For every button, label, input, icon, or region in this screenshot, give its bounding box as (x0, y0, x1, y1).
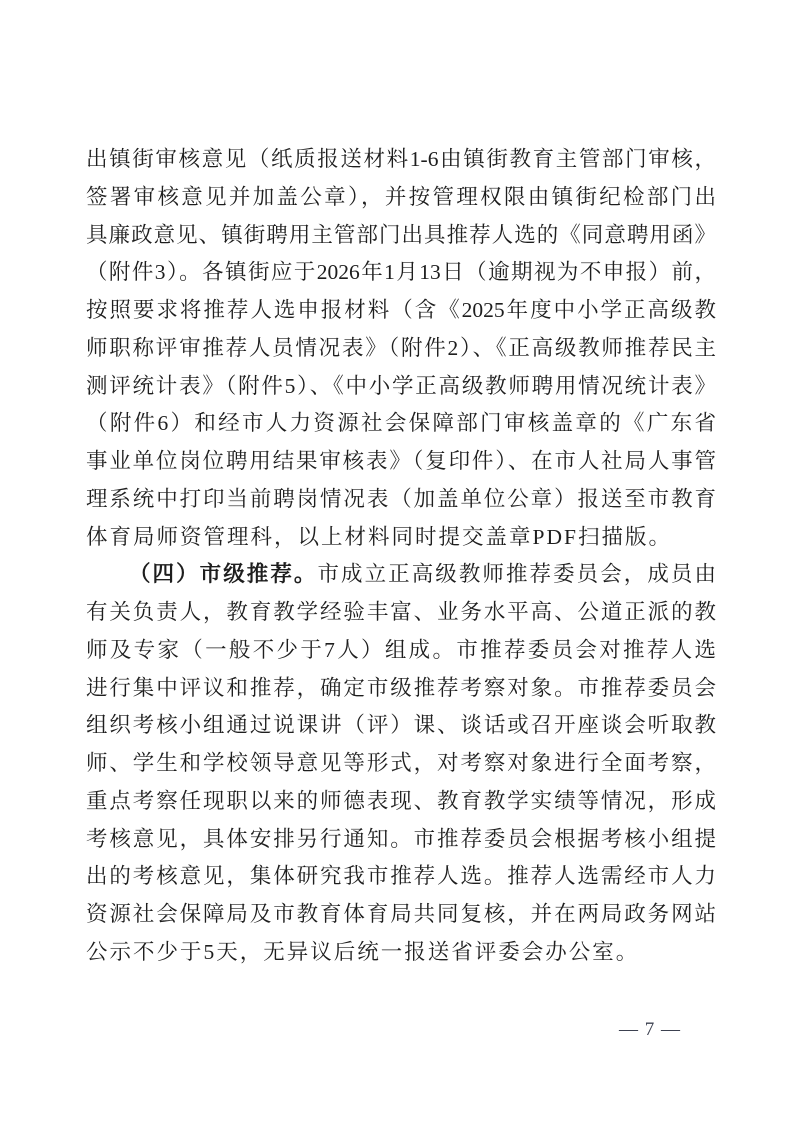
line-text: （附件6）和经市人力资源社会保障部门审核盖章的《广东省 (86, 411, 716, 436)
line-text: 理系统中打印当前聘岗情况表（加盖单位公章）报送至市教育 (86, 486, 716, 511)
document-line (86, 292, 716, 330)
line-text: 师职称评审推荐人员情况表》（附件2）、《正高级教师推荐民主 (86, 335, 716, 360)
line-text: 具廉政意见、镇街聘用主管部门出具推荐人选的《同意聘用函》 (86, 222, 716, 247)
document-line (86, 254, 716, 292)
text-block (86, 141, 716, 972)
line-text: 重点考察任现职以来的师德表现、教育教学实绩等情况，形成 (86, 788, 716, 813)
document-line (86, 443, 716, 481)
line-text: 按照要求将推荐人选申报材料（含《2025年度中小学正高级教 (86, 298, 716, 322)
line-text: 出镇街审核意见（纸质报送材料1-6由镇街教育主管部门审核， (86, 147, 716, 171)
line-text: 师及专家（一般不少于7人）组成。市推荐委员会对推荐人选 (86, 637, 716, 662)
line-text: 体育局师资管理科，以上材料同时提交盖章PDF扫描版。 (86, 524, 672, 549)
line-text: 资源社会保障局及市教育体育局共同复核，并在两局政务网站 (86, 902, 716, 926)
document-line (86, 594, 716, 632)
page-number: — 7 — (619, 1019, 681, 1040)
line-text: 组织考核小组通过说课讲（评）课、谈话或召开座谈会听取教 (86, 713, 716, 738)
document-line (86, 519, 716, 557)
document-line (86, 934, 716, 972)
document-line (86, 896, 716, 934)
line-text: 事业单位岗位聘用结果审核表》（复印件）、在市人社局人事管 (86, 449, 716, 473)
line-text: 师、学生和学校领导意见等形式，对考察对象进行全面考察， (86, 751, 716, 775)
line-text: 测评统计表》（附件5）、《中小学正高级教师聘用情况统计表》 (86, 373, 716, 398)
document-line (86, 217, 716, 255)
document-line (86, 179, 716, 217)
document-line (86, 745, 716, 783)
line-text: 进行集中评议和推荐，确定市级推荐考察对象。市推荐委员会 (86, 675, 716, 700)
line-text: 出的考核意见，集体研究我市推荐人选。推荐人选需经市人力 (86, 864, 716, 889)
document-line (86, 405, 716, 443)
line-text: （附件3）。各镇街应于2026年1月13日（逾期视为不申报）前， (86, 260, 716, 285)
line-text: 公示不少于5天，无异议后统一报送省评委会办公室。 (86, 939, 640, 964)
document-line (86, 141, 716, 179)
document-line (86, 330, 716, 368)
document-line (86, 707, 716, 745)
document-line (86, 556, 716, 594)
line-text: 签署审核意见并加盖公章），并按管理权限由镇街纪检部门出 (86, 184, 716, 209)
document-line (86, 821, 716, 859)
document-line (86, 858, 716, 896)
line-text: 考核意见，具体安排另行通知。市推荐委员会根据考核小组提 (86, 826, 716, 851)
document-line (86, 670, 716, 708)
line-text: 有关负责人，教育教学经验丰富、业务水平高、公道正派的教 (86, 600, 716, 624)
document-line (86, 368, 716, 406)
paragraph-lead: （四）市级推荐。 (129, 562, 318, 587)
document-line (86, 783, 716, 821)
document-line (86, 632, 716, 670)
document-line (86, 481, 716, 519)
line-text: 市成立正高级教师推荐委员会，成员由 (317, 562, 716, 587)
